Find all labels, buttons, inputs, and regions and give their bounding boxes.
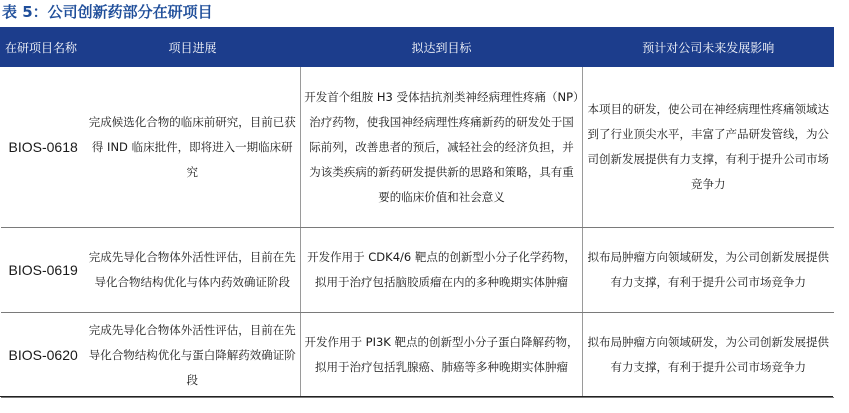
- impact-cell: 本项目的研发，使公司在神经病理性疼痛领域达到了行业顶尖水平，丰富了产品研发管线，为公司创新发展提供有力支撑，有利于提升公司市场竞争力: [583, 67, 834, 228]
- header-progress: 项目进展: [85, 27, 301, 67]
- progress-cell: 完成候选化合物的临床前研究，目前已获得 IND 临床批件，即将进入一期临床研究: [85, 67, 301, 228]
- table-header-row: [1, 27, 834, 67]
- project-name-cell: BIOS-0619: [1, 228, 85, 313]
- table-row: [1, 228, 834, 313]
- goal-cell: 开发作用于 CDK4/6 靶点的创新型小分子化学药物，拟用于治疗包括脑胶质瘤在内的多种晚期实体肿瘤: [301, 228, 583, 313]
- project-name-cell: BIOS-0618: [1, 67, 85, 228]
- table-row: [1, 67, 834, 228]
- goal-cell: 开发作用于 PI3K 靶点的创新型小分子蛋白降解药物，拟用于治疗包括乳腺癌、肺癌等多种晚期实体肿瘤: [301, 313, 583, 398]
- impact-cell: 拟布局肿瘤方向领域研发，为公司创新发展提供有力支撑，有利于提升公司市场竞争力: [583, 228, 834, 313]
- project-name-cell: BIOS-0620: [1, 313, 85, 398]
- header-goal: 拟达到目标: [301, 27, 583, 67]
- header-impact: 预计对公司未来发展影响: [583, 27, 834, 67]
- table-title: 表 5：公司创新药部分在研项目: [2, 3, 213, 21]
- progress-cell: 完成先导化合物体外活性评估，目前在先导化合物结构优化与蛋白降解药效确证阶段: [85, 313, 301, 398]
- projects-table: [0, 27, 834, 398]
- impact-cell: 拟布局肿瘤方向领域研发，为公司创新发展提供有力支撑，有利于提升公司市场竞争力: [583, 313, 834, 398]
- header-project-name: 在研项目名称: [1, 27, 85, 67]
- table-bottom-rule: [0, 396, 833, 397]
- progress-cell: 完成先导化合物体外活性评估，目前在先导化合物结构优化与体内药效确证阶段: [85, 228, 301, 313]
- table-row: [1, 313, 834, 398]
- goal-cell: 开发首个组胺 H3 受体拮抗剂类神经病理性疼痛（NP）治疗药物，使我国神经病理性疼痛新药的研发处于国际前列，改善患者的预后，减轻社会的经济负担，并为该类疾病的新药研发提供新的思路和策略，具有重要的临床价值和社会意义: [301, 67, 583, 228]
